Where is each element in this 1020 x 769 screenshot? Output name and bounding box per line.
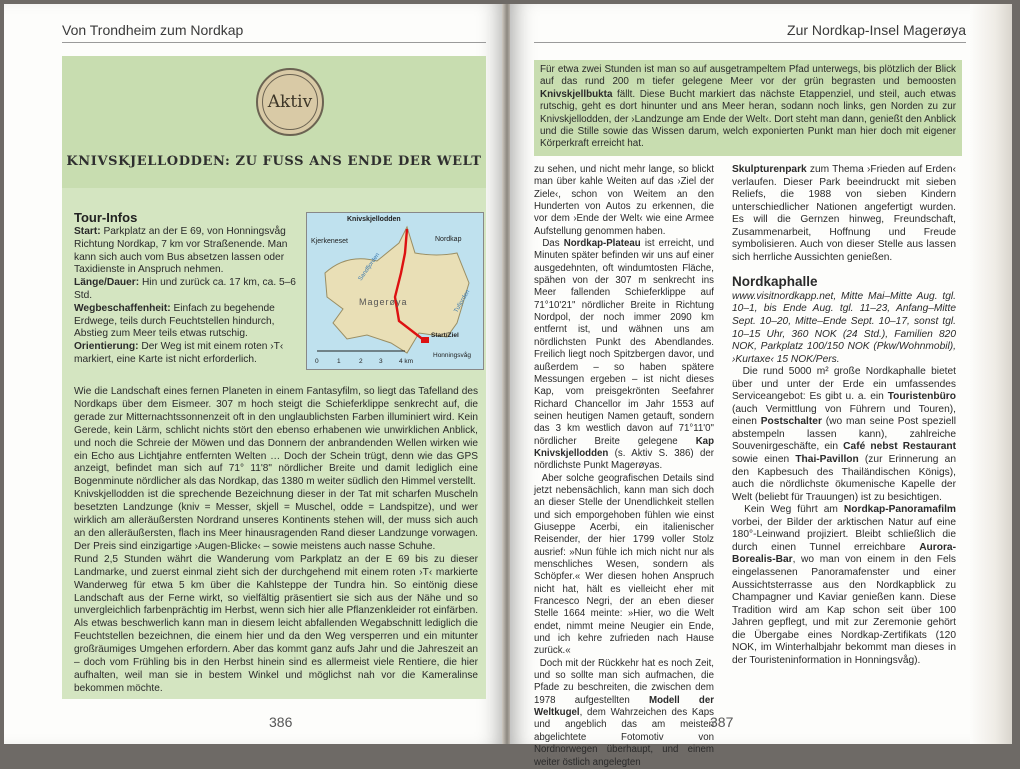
scale-label-4: 4 km [399,358,414,365]
col-left-text: ist erreicht, und Minuten später befinden wir uns auf einer ausgedehnten, oft windumtosten Fläche, spähen von der 307 m senkrecht ins Meer fallenden Schieferklippe auf 71°10'21" nördlicher Breite in Richtung Nordpol, der noch immer 2090 km entfernt ist, und wähnen uns am nördlichsten Punkt des Abendlandes. Freilich liegt noch Spitzbergen davor, und außerdem – so haben spätere Messungen ergeben – ist nicht dieses Kap, vom preisgekrönten Seefahrer Richard Chancellor im Jahr 1553 auf seinen heutigen Namen getauft, sondern das 3 km westlich davon auf 71°11'0" nördlicher Breite gelegene [534,238,714,447]
nordkap-plateau-bold: Nordkap-Plateau [563,238,641,250]
section-heading-nordkaphalle: Nordkaphalle [732,274,818,290]
col-left-paragraph-4 [534,658,714,769]
map-label-tufjorden: Tufjorden [453,289,472,314]
route-map-svg [307,213,483,369]
page-number-right: 387 [710,714,734,730]
aktiv-badge-label: Aktiv [262,74,318,130]
intro-box [534,60,962,156]
col-right-text: Kein Weg führt am [744,504,844,516]
col-right-paragraph-2 [732,366,956,504]
col-left-paragraph-3 [534,473,714,658]
scale-label-0: 0 [315,358,319,365]
col-left-paragraph-1: zu sehen, und nicht mehr lange, so blickt man über kahle Weiten auf das ›Ziel der Ziele‹, schon von Weitem an den Hunderten von Autos zu erkennen, die vor dem ›Ende der Welt‹ wie eine Armee Aufstellung genommen haben. [534,164,714,237]
header-rule-right [534,42,966,43]
aktiv-paragraph-2: Knivskjellodden ist die sprechende Bezeichnung dieser in der Tat mit scharfen Muscheln besetzten Landzunge (kniv = Messer, skjell = Muschel, odde = Landspitze), und wer wirklich am alleräußersten Nordrand unseres Kontinents stehen will, der muss sich auch an den alleräußersten, flach ins Meer hinausragenden Rand dieser Landzunge vorwagen. Der Preis sind einzigartige ›Augen-Blicke‹ – sowie meistens auch nasse Schuhe. [74,489,478,552]
column-left [534,164,714,769]
aktiv-box [62,56,486,699]
col-right-paragraph-3 [732,504,956,667]
col-right-text: , wo man von einem in den Fels eingelassenen Panoramafenster und einer Aussichtsterrasse aus den Nordkapblick zu Champagner und Kaviar genießen kann. Diese Tradition wird am Kap schon seit über 100 Jahren gepflegt, und mit zur Zeremonie gehört die Übergabe eines Nordkap-Zertifikats (120 NOK, im Winterhalbjahr bekommt man dieses in der Touristeninformation in Honningsvåg). [732,554,956,666]
panoramafilm-bold: Nordkap-Panoramafilm [843,504,956,516]
running-head-left: Von Trondheim zum Nordkap [62,22,244,38]
thai-pavillon-bold: Thai-Pavillon [795,454,859,466]
aktiv-paragraph-3: Rund 2,5 Stunden währt die Wanderung vom Parkplatz an der E 69 bis zu dieser Landmarke, und zuerst einmal zieht sich der durchgehend mit einem roten ›T‹ markierte Wanderweg für etwa 5 km über die Kahlsteppe der Tundra hin. So eintönig diese Landschaft aus der Ferne wirkt, so vielfältig präsentiert sie sich aus der Nähe und so unvergleichlich farbenprächtig im Herbst, wenn sich hier alle Pflanzenkleider rot einfärben. Als etwas beschwerlich kann man in diesem leicht abfallenden Wegabschnitt lediglich die Feuchtstellen bezeichnen, die einem hier und da den Weg versperren und ein mitunter großräumiges Umgehen erfordern. Aber das kommt ganz aufs Jahr und die Jahreszeit an – doch vom Frühling bis in den Herbst hinein sind es allermeist viele Rentiere, die hier aufhalten, weil man sie in bestem Winkel und möglichst nah vor die Kameralinse bekommen möchte. [74,553,478,694]
route-map [306,212,484,370]
map-label-startziel: Start/Ziel [431,332,459,339]
map-label-sandfjorden: Sandfjorden [357,252,382,283]
col-right-text: zum Thema ›Frieden auf Erden‹ verlaufen. Dieser Park beeindruckt mit sieben Reliefs, die 1988 von sieben Kindern unterschiedlicher Nationen angefertigt wurden. Es will die Gernzen hinweg, Freundschaft, Zusammenarbeit, Hoffnung und Freude symbolisieren. Auch von dieser Stelle aus lassen sich herrliche Aussichten genießen. [732,164,956,263]
tour-length-label: Länge/Dauer: [74,277,140,289]
col-right-text: vorbei, der Bilder der arktischen Natur auf eine 180°-Leinwand projiziert. Bleibt schließlich die durch einen Tunnel erreichbare [732,516,956,553]
map-label-mageroya: Magerøya [359,297,408,307]
book-spread [4,4,1016,768]
tour-length-text: Hin und zurück ca. 17 km, ca. 5–6 Std. [74,277,296,301]
left-page [4,4,504,744]
intro-text-1: Für etwa zwei Stunden ist man so auf ausgetrampeltem Pfad unterwegs, bis plötzlich der Blick auf das rund 200 m tiefer gelegene Meer vor der grün begrasten und bemoosten [540,64,956,88]
touristenbuero-bold: Touristenbüro [887,391,956,403]
cafe-restaurant-bold: Café nebst Restaurant [843,441,956,453]
intro-text-2: fällt. Diese Bucht markiert das nächste Etappenziel, und steil, auch etwas rutschig, geht es dort hinunter und ans Meer heran, sodann noch links, gen Norden zu zur Knivskjellodden, der ›Landzunge am Ende der Welt‹. Dort steht man dann, genießt den Anblick und die Stille sowie das Wissen darum, welch exponierten Punkt man hier doch mit eigener Körperkraft erreicht hat. [540,88,956,150]
col-right-paragraph-1 [732,164,956,264]
col-left-text: , dem Wahrzeichen des Kaps und angeblich das am meisten abgelichtete Fotomotiv von Nordnorwegen überhaupt, und einem weiter östlich angelegten [534,707,714,768]
page-edge-shadow [970,4,1012,744]
aktiv-paragraph-1: Wie die Landschaft eines fernen Planeten in einem Fantasyfilm, so liegt das Tafelland des Nordkaps über dem Eismeer. 307 m hoch steigt die Schieferklippe senkrecht auf, die gerade zur Mitternachtssonnenzeit oft in den unglaublichsten Farben illuminiert wird. Kein Gerede, kein Lärm, schlicht nichts stört den ebenso erhabenen wie unwirklichen Anblick, und noch die Schreie der Möwen und das Donnern der anbrandenden Wellen wirken wie ein Echo aus Lichtjahre entfernten Welten … Doch der Schein trügt, denn wie das GPS anzeigt, befindet man sich auf 71° 11'8" nördlicher Breite und damit lediglich eine Bogenminute nördlicher als das Nordkap, das 1380 m weiter südlich den Himmel verstellt. [74,386,478,488]
aktiv-title: KNIVSKJELLODDEN: ZU FUSS ANS ENDE DER WELT [66,154,482,169]
aktiv-badge [256,68,324,136]
col-left-text: Das [542,238,564,250]
scale-label-2: 2 [359,358,363,365]
header-rule-left [62,42,486,43]
col-right-text: (auch Vermittlung von Führern und Touren), einen [732,403,956,428]
aktiv-body-text [74,386,478,696]
map-label-nordkap: Nordkap [435,236,462,243]
scale-label-3: 3 [379,358,383,365]
tour-orientation-label: Orientierung: [74,341,139,353]
map-label-kjerkeneset: Kjerkeneset [311,238,348,245]
running-head-right: Zur Nordkap-Insel Magerøya [787,22,966,38]
col-right-text: Die rund 5000 m² große Nordkaphalle bietet über und unter der Erde ein umfassendes Serviceangebot: Es gibt u. a. ein [732,366,956,403]
tour-path-label: Wegbeschaffenheit: [74,302,171,314]
col-right-text: sowie einen [732,454,796,466]
tour-info-text [74,226,302,367]
scale-label-1: 1 [337,358,341,365]
aktiv-header [62,56,486,188]
nordkaphalle-info: www.visitnordkapp.net, Mitte Mai–Mitte Aug. tgl. 10–1, bis Ende Aug. tgl. 11–23, Anfang–Mitte Sept. 10–20, Mitte–Ende Sept. 10–17, sonst tgl. 10–15 Uhr, 360 NOK (24 Std.), Familien 820 NOK, Parkplatz 100/150 NOK (Pkw/Wohnmobil), ›Kurtaxe‹ 15 NOK/Pers. [732,290,956,365]
page-number-left: 386 [269,714,293,730]
modell-weltkugel-bold: Modell der Weltkugel [534,694,714,719]
col-left-text: Aber solche geografischen Details sind jetzt nebensächlich, kann man sich doch an dieser Stelle der Unendlichkeit stellen und sich emporgehoben fühlen wie einst Giuseppe Acerbi, ein italienischer Reisender, der hier 1799 voller Stolz ausrief: »Nun fühle ich mich nicht nur als menschliches Wesen, sondern als Schöpfer.« Wer diesen hohen Anspruch nicht hat, hält es vielleicht eher mit Francesco Negri, der an eben dieser Stelle 1664 meinte: »Hier, wo die Welt endet, nimmt meine Neugier ein Ende, und ich kehre zufrieden nach Hause zurück.« [534,472,714,657]
kap-knivskjellodden-bold: Kap Knivskjellodden [534,435,714,459]
tour-start-label: Start: [74,226,101,237]
right-page [510,4,1012,768]
col-right-text: (wo man seine Post speziell abstempeln lassen kann), zahlreiche Souvenirgeschäfte, ein [732,416,956,453]
tour-start-text: Parkplatz an der E 69, von Honningsvåg Richtung Nordkap, 7 km vor Straßenende. Man kann sich auch vom Bus absetzen lassen oder Taxidienste in Anspruch nehmen. [74,226,288,276]
tour-orientation-text: Der Weg ist mit einem roten ›T‹ markiert, eine Karte ist nicht erforderlich. [74,341,284,365]
aurora-bar-bold: Aurora-Borealis-Bar [732,541,956,566]
skulpturenpark-bold: Skulpturenpark [732,164,807,175]
col-left-paragraph-2 [534,238,714,473]
col-right-text: (zur Erinnerung an den Kapbesuch des Thailändischen Königs), auch die nördlichste ökumenische Kapelle der Welt (beliebt für Trauungen) ist zu besichtigen. [732,454,956,503]
col-left-text: Doch mit der Rückkehr hat es noch Zeit, und so sollte man sich aufmachen, die Pfade zu beschreiten, die zwischen dem 1978 aufgestellten [534,657,714,706]
intro-bold: Knivskjellbukta [540,88,613,100]
startziel-marker [421,337,429,343]
tour-info [74,210,302,367]
map-label-knivskjellodden: Knivskjellodden [347,216,401,223]
column-right [732,164,956,667]
col-left-text: (s. Aktiv S. 386) der nördlichste Punkt Magerøyas. [534,447,714,472]
map-label-honningsvag: Honningsvåg [433,352,471,359]
postschalter-bold: Postschalter [760,416,822,428]
tour-path-text: Einfach zu begehende Erdwege, teils durch Feuchtstellen hindurch, Abstieg zum Meer teils etwas rutschig. [74,302,275,340]
tour-info-heading: Tour-Infos [74,210,138,225]
